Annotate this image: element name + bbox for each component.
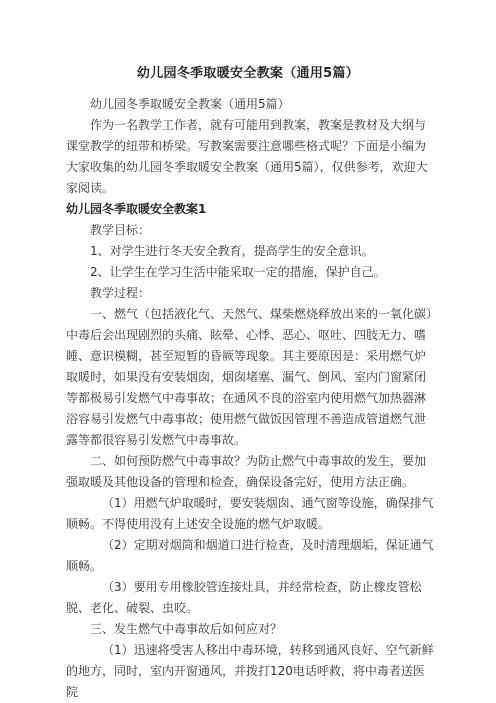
list-item: 2、让学生在学习生活中能采取一定的措施，保护自己。 [90,265,386,279]
list-item: （1）迅速将受害人移出中毒环境，转移到通风良好、空气新鲜的地方，同时，室内开窗通风，并拨打120电话呼救，将中毒者送医院 [66,643,434,699]
paragraph: 一、燃气（包括液化气、天然气、煤柴燃烧释放出来的一氧化碳）中毒后会出现剧烈的头痛、眩晕、心悸、恶心、呕吐、四肢无力、嗜睡、意识模糊，甚至短暂的昏厥等现象。其主要原因是：采用燃气炉取暖时，如果没有安装烟囱，烟囱堵塞、漏气、倒风、室内门窗紧闭等都极易引发燃气中毒事故；在通风不良的浴室内使用燃气加热器淋浴容易引发燃气中毒事故；使用燃气做饭因管理不善造成管道燃气泄露等都很容易引发燃气中毒事故。 [66,307,433,447]
list-item: （1）用燃气炉取暖时，要安装烟囱、通气窗等设施，确保排气顺畅。不得使用没有上述安全设施的燃气炉取暖。 [66,496,434,531]
paragraph: 二、如何预防燃气中毒事故？为防止燃气中毒事故的发生，要加强取暖及其他设备的管理和检查，确保设备完好，使用方法正确。 [66,454,427,489]
list-item: 1、对学生进行冬天安全教育，提高学生的安全意识。 [90,244,374,258]
section-heading: 幼儿园冬季取暖安全教案1 [66,202,207,216]
paragraph: 教学过程： [90,286,151,300]
paragraph: 教学目标： [90,223,151,237]
document-body [66,94,434,703]
list-item: （2）定期对烟筒和烟道口进行检查，及时清理烟垢，保证通气顺畅。 [66,538,434,573]
paragraph: 三、发生燃气中毒事故后如何应对？ [90,622,283,636]
paragraph: 作为一名教学工作者，就有可能用到教案，教案是教材及大纲与课堂教学的纽带和桥梁。写教案需要注意哪些格式呢？下面是小编为大家收集的幼儿园冬季取暖安全教案（通用5篇），仅供参考，欢迎大家阅读。 [66,118,428,195]
paragraph: 幼儿园冬季取暖安全教案（通用5篇） [90,97,290,111]
list-item: （3）要用专用橡胶管连接灶具，并经常检查，防止橡皮管松脱、老化、破裂、虫咬。 [66,580,422,615]
document-title: 幼儿园冬季取暖安全教案（通用5篇） [136,66,360,81]
